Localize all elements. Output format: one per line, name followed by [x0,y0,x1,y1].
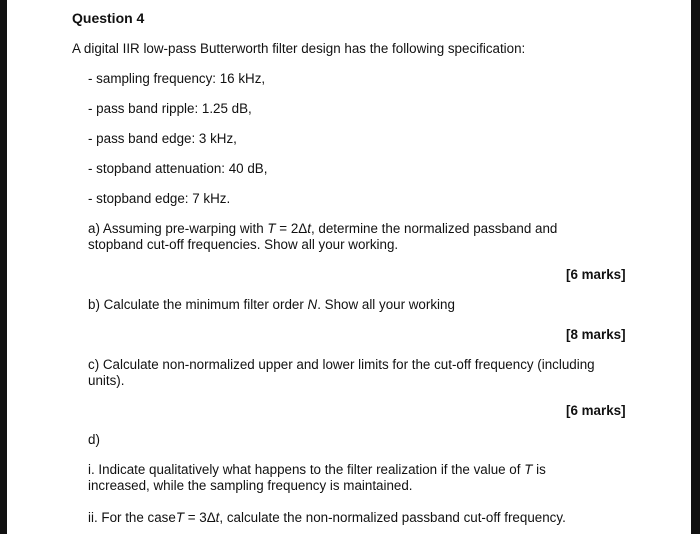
part-a-line-1 [88,221,557,237]
part-c-line-1: c) Calculate non-normalized upper and lower limits for the cut-off frequency (including [88,357,595,372]
spec-passband-edge: - pass band edge: 3 kHz, [88,131,237,146]
part-b-marks: [8 marks] [566,327,626,342]
part-c-marks: [6 marks] [566,403,626,418]
part-a-line-2: stopband cut-off frequencies. Show all your working. [88,237,399,252]
part-d-ii-eq: = 3Δ [184,510,216,525]
part-b-line [88,297,455,313]
spec-passband-ripple: - pass band ripple: 1.25 dB, [88,101,252,116]
part-a-text-pre: a) Assuming pre-warping with [88,221,268,236]
part-b-text-post: . Show all your working [317,297,455,312]
part-d-ii-text-post: , calculate the non-normalized passband cut-off frequency. [219,510,566,525]
part-d-ii-text-pre: ii. For the case [88,510,176,525]
spec-stopband-attenuation: - stopband attenuation: 40 dB, [88,161,268,176]
part-b-var-N: N [307,297,318,312]
spec-sampling-frequency: - sampling frequency: 16 kHz, [88,71,266,86]
right-border [691,0,700,534]
part-d-i-line-2: increased, while the sampling frequency is maintained. [88,478,413,493]
part-d-i-text-post: is [532,462,546,477]
part-d-label: d) [88,432,100,447]
spec-stopband-edge: - stopband edge: 7 kHz. [88,191,231,206]
part-a-eq: = 2Δ [275,221,308,236]
part-a-var-t: t [307,221,311,236]
part-d-i-line-1 [88,462,546,478]
part-d-ii-var-T: T [175,510,185,525]
part-a-var-T: T [267,221,276,236]
part-a-marks: [6 marks] [566,267,626,282]
part-c-line-2: units). [88,373,125,388]
part-b-text-pre: b) Calculate the minimum filter order [88,297,308,312]
part-d-ii-var-t: t [215,510,220,525]
part-a-text-post: , determine the normalized passband and [310,221,558,236]
part-d-i-var-T: T [524,462,533,477]
left-border [0,0,7,534]
question-title: Question 4 [72,10,145,26]
question-intro: A digital IIR low-pass Butterworth filter design has the following specification: [72,41,526,56]
part-d-i-text-pre: i. Indicate qualitatively what happens to the filter realization if the value of [88,462,525,477]
part-d-ii-line [88,510,566,526]
